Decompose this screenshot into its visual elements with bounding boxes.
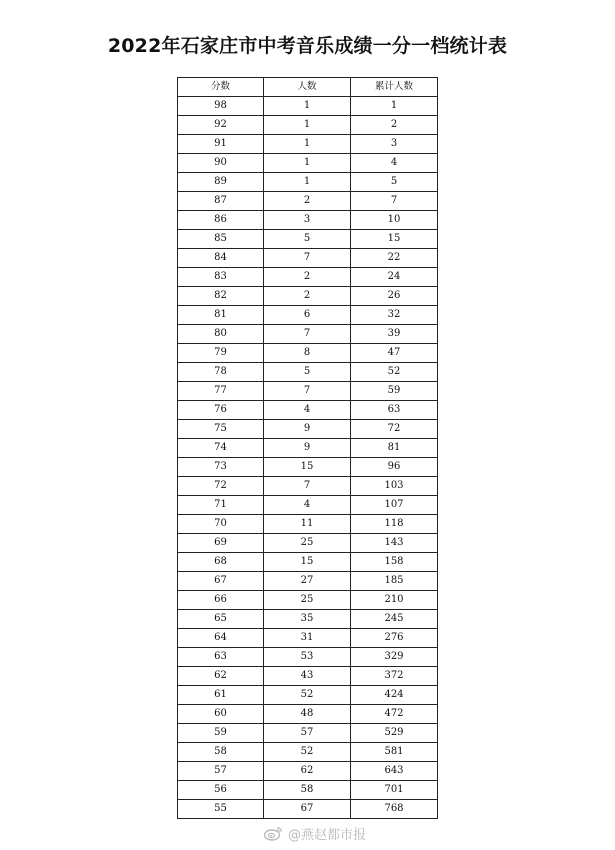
table-row xyxy=(178,249,438,268)
table-row xyxy=(178,173,438,192)
table-row xyxy=(178,287,438,306)
count-cell: 3 xyxy=(264,211,351,230)
cumulative-cell: 63 xyxy=(351,401,438,420)
table-row xyxy=(178,629,438,648)
score-cell: 87 xyxy=(178,192,264,211)
table-row xyxy=(178,306,438,325)
table-row xyxy=(178,363,438,382)
score-cell: 82 xyxy=(178,287,264,306)
count-cell: 8 xyxy=(264,344,351,363)
cumulative-cell: 372 xyxy=(351,667,438,686)
count-cell: 7 xyxy=(264,382,351,401)
cumulative-cell: 143 xyxy=(351,534,438,553)
score-cell: 68 xyxy=(178,553,264,572)
table-row xyxy=(178,420,438,439)
table-row xyxy=(178,781,438,800)
table-row xyxy=(178,534,438,553)
score-cell: 77 xyxy=(178,382,264,401)
score-cell: 90 xyxy=(178,154,264,173)
score-cell: 84 xyxy=(178,249,264,268)
table-row xyxy=(178,800,438,819)
table-body xyxy=(178,97,438,819)
table-row xyxy=(178,268,438,287)
score-cell: 56 xyxy=(178,781,264,800)
header-count: 人数 xyxy=(264,78,351,97)
score-cell: 92 xyxy=(178,116,264,135)
cumulative-cell: 15 xyxy=(351,230,438,249)
score-cell: 72 xyxy=(178,477,264,496)
score-cell: 70 xyxy=(178,515,264,534)
count-cell: 15 xyxy=(264,458,351,477)
table-row xyxy=(178,610,438,629)
cumulative-cell: 701 xyxy=(351,781,438,800)
count-cell: 11 xyxy=(264,515,351,534)
table-row xyxy=(178,515,438,534)
score-cell: 62 xyxy=(178,667,264,686)
table-row xyxy=(178,344,438,363)
count-cell: 27 xyxy=(264,572,351,591)
count-cell: 48 xyxy=(264,705,351,724)
count-cell: 15 xyxy=(264,553,351,572)
score-cell: 98 xyxy=(178,97,264,116)
score-cell: 89 xyxy=(178,173,264,192)
table-row xyxy=(178,382,438,401)
cumulative-cell: 768 xyxy=(351,800,438,819)
score-cell: 63 xyxy=(178,648,264,667)
score-cell: 61 xyxy=(178,686,264,705)
cumulative-cell: 529 xyxy=(351,724,438,743)
table-row xyxy=(178,667,438,686)
count-cell: 57 xyxy=(264,724,351,743)
cumulative-cell: 47 xyxy=(351,344,438,363)
cumulative-cell: 24 xyxy=(351,268,438,287)
score-cell: 91 xyxy=(178,135,264,154)
score-cell: 75 xyxy=(178,420,264,439)
cumulative-cell: 22 xyxy=(351,249,438,268)
table-row xyxy=(178,477,438,496)
count-cell: 43 xyxy=(264,667,351,686)
cumulative-cell: 118 xyxy=(351,515,438,534)
score-cell: 86 xyxy=(178,211,264,230)
count-cell: 58 xyxy=(264,781,351,800)
table-row xyxy=(178,648,438,667)
cumulative-cell: 158 xyxy=(351,553,438,572)
count-cell: 67 xyxy=(264,800,351,819)
score-cell: 85 xyxy=(178,230,264,249)
score-cell: 78 xyxy=(178,363,264,382)
cumulative-cell: 2 xyxy=(351,116,438,135)
count-cell: 7 xyxy=(264,249,351,268)
cumulative-cell: 472 xyxy=(351,705,438,724)
table-row xyxy=(178,97,438,116)
score-cell: 74 xyxy=(178,439,264,458)
table-row xyxy=(178,743,438,762)
count-cell: 35 xyxy=(264,610,351,629)
score-cell: 60 xyxy=(178,705,264,724)
score-cell: 67 xyxy=(178,572,264,591)
cumulative-cell: 103 xyxy=(351,477,438,496)
score-cell: 59 xyxy=(178,724,264,743)
header-score: 分数 xyxy=(178,78,264,97)
table-row xyxy=(178,458,438,477)
table-row xyxy=(178,230,438,249)
score-cell: 57 xyxy=(178,762,264,781)
count-cell: 25 xyxy=(264,591,351,610)
table-header-row xyxy=(178,78,438,97)
count-cell: 4 xyxy=(264,401,351,420)
count-cell: 2 xyxy=(264,287,351,306)
count-cell: 1 xyxy=(264,173,351,192)
score-cell: 76 xyxy=(178,401,264,420)
table-row xyxy=(178,401,438,420)
count-cell: 1 xyxy=(264,154,351,173)
cumulative-cell: 81 xyxy=(351,439,438,458)
cumulative-cell: 210 xyxy=(351,591,438,610)
count-cell: 7 xyxy=(264,477,351,496)
header-cumulative: 累计人数 xyxy=(351,78,438,97)
table-row xyxy=(178,496,438,515)
cumulative-cell: 245 xyxy=(351,610,438,629)
table-row xyxy=(178,135,438,154)
cumulative-cell: 1 xyxy=(351,97,438,116)
cumulative-cell: 26 xyxy=(351,287,438,306)
watermark-text: @燕赵都市报 xyxy=(288,827,367,843)
cumulative-cell: 107 xyxy=(351,496,438,515)
count-cell: 5 xyxy=(264,230,351,249)
table-row xyxy=(178,572,438,591)
score-cell: 65 xyxy=(178,610,264,629)
cumulative-cell: 59 xyxy=(351,382,438,401)
score-cell: 55 xyxy=(178,800,264,819)
cumulative-cell: 581 xyxy=(351,743,438,762)
score-cell: 79 xyxy=(178,344,264,363)
cumulative-cell: 52 xyxy=(351,363,438,382)
table-row xyxy=(178,154,438,173)
score-cell: 80 xyxy=(178,325,264,344)
count-cell: 9 xyxy=(264,439,351,458)
count-cell: 2 xyxy=(264,192,351,211)
count-cell: 5 xyxy=(264,363,351,382)
table-row xyxy=(178,724,438,743)
cumulative-cell: 424 xyxy=(351,686,438,705)
cumulative-cell: 329 xyxy=(351,648,438,667)
count-cell: 53 xyxy=(264,648,351,667)
count-cell: 1 xyxy=(264,116,351,135)
count-cell: 9 xyxy=(264,420,351,439)
score-distribution-table xyxy=(177,77,438,819)
count-cell: 25 xyxy=(264,534,351,553)
table-row xyxy=(178,705,438,724)
count-cell: 2 xyxy=(264,268,351,287)
cumulative-cell: 4 xyxy=(351,154,438,173)
table-row xyxy=(178,762,438,781)
cumulative-cell: 10 xyxy=(351,211,438,230)
cumulative-cell: 276 xyxy=(351,629,438,648)
count-cell: 31 xyxy=(264,629,351,648)
count-cell: 4 xyxy=(264,496,351,515)
cumulative-cell: 72 xyxy=(351,420,438,439)
cumulative-cell: 3 xyxy=(351,135,438,154)
table-row xyxy=(178,686,438,705)
table-row xyxy=(178,439,438,458)
page-title: 2022年石家庄市中考音乐成绩一分一档统计表 xyxy=(107,35,508,57)
score-cell: 64 xyxy=(178,629,264,648)
score-cell: 71 xyxy=(178,496,264,515)
score-cell: 81 xyxy=(178,306,264,325)
cumulative-cell: 185 xyxy=(351,572,438,591)
table-row xyxy=(178,211,438,230)
table-row xyxy=(178,553,438,572)
score-cell: 69 xyxy=(178,534,264,553)
count-cell: 1 xyxy=(264,135,351,154)
cumulative-cell: 32 xyxy=(351,306,438,325)
table-row xyxy=(178,325,438,344)
count-cell: 52 xyxy=(264,743,351,762)
table-row xyxy=(178,116,438,135)
cumulative-cell: 643 xyxy=(351,762,438,781)
count-cell: 6 xyxy=(264,306,351,325)
count-cell: 1 xyxy=(264,97,351,116)
score-cell: 83 xyxy=(178,268,264,287)
score-cell: 66 xyxy=(178,591,264,610)
cumulative-cell: 39 xyxy=(351,325,438,344)
score-cell: 73 xyxy=(178,458,264,477)
cumulative-cell: 7 xyxy=(351,192,438,211)
cumulative-cell: 5 xyxy=(351,173,438,192)
cumulative-cell: 96 xyxy=(351,458,438,477)
count-cell: 7 xyxy=(264,325,351,344)
table-row xyxy=(178,591,438,610)
watermark xyxy=(263,822,366,844)
weibo-logo-icon xyxy=(263,825,283,841)
count-cell: 52 xyxy=(264,686,351,705)
count-cell: 62 xyxy=(264,762,351,781)
score-cell: 58 xyxy=(178,743,264,762)
table-row xyxy=(178,192,438,211)
